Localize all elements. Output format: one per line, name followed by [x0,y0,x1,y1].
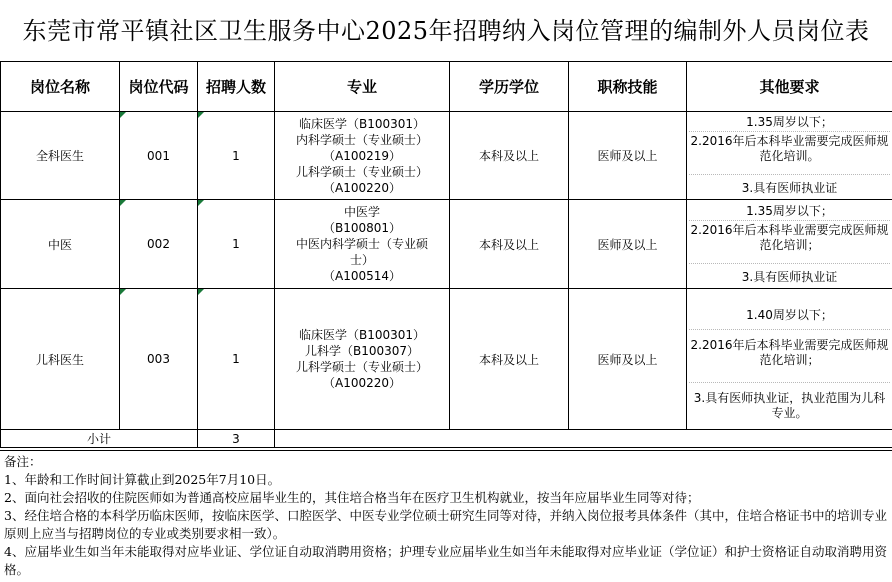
cell-code: 003 [120,289,198,430]
cell-requirements [687,112,892,200]
subtotal-row [1,430,892,448]
header-other: 其他要求 [687,62,892,112]
cell-code: 002 [120,200,198,289]
requirement-item: 2.2016年后本科毕业需要完成医师规范化培训； [689,330,890,383]
major-line: 中医学 [343,205,380,219]
cell-count: 1 [198,112,275,200]
table-row [1,112,892,200]
major-line: （A100219） [322,148,402,163]
cell-count: 1 [198,289,275,430]
page-title: 东莞市常平镇社区卫生服务中心2025年招聘纳入岗位管理的编制外人员岗位表 [0,0,892,62]
major-line: 儿科学硕士（专业硕士） [295,164,428,179]
major-line: 临床医学（B100301） [298,328,426,342]
header-name: 岗位名称 [1,62,120,112]
major-line: （A100514） [322,269,402,283]
requirement-item: 2.2016年后本科毕业需要完成医师规范化培训； [689,221,890,264]
header-count: 招聘人数 [198,62,275,112]
cell-requirements [687,200,892,289]
requirement-item: 3.具有医师执业证 [741,269,838,284]
table-row [1,200,892,289]
header-title: 职称技能 [569,62,687,112]
requirement-item: 2.2016年后本科毕业需要完成医师规范化培训。 [689,132,890,175]
requirement-item: 3.具有医师执业证 [741,181,838,195]
cell-title: 医师及以上 [569,112,687,200]
major-line: 内科学硕士（专业硕士） [295,132,428,147]
notes-heading: 备注： [4,454,42,469]
subtotal-label: 小计 [1,430,198,448]
requirement-item: 1.35周岁以下； [689,204,890,221]
requirement-item: 1.35周岁以下； [689,115,890,132]
header-degree: 学历学位 [450,62,569,112]
positions-table [0,61,892,448]
major-line: 临床医学（B100301） [298,116,426,131]
note-item: 1、年龄和工作时间计算截止到2025年7月10日。 [4,472,281,487]
major-line: （A100220） [322,376,402,390]
cell-code: 001 [120,112,198,200]
major-line: 儿科学硕士（专业硕士） [295,360,428,374]
cell-requirements [687,289,892,430]
requirement-item: 1.40周岁以下； [689,298,890,330]
requirement-item: 3.具有医师执业证，执业范围为儿科专业。 [693,390,886,420]
note-item: 2、面向社会招收的住院医师如为普通高校应届毕业生的，其住培合格当年在医疗卫生机构就业，按当年应届毕业生同等对待； [4,490,700,505]
cell-major [275,289,450,430]
note-item: 4、应届毕业生如当年未能取得对应毕业证、学位证自动取消聘用资格；护理专业应届毕业生如当年未能取得对应毕业证（学位证）和护士资格证自动取消聘用资格。 [4,544,887,577]
major-line: （B100801） [322,221,402,235]
cell-title: 医师及以上 [569,289,687,430]
subtotal-empty [275,430,892,448]
header-code: 岗位代码 [120,62,198,112]
cell-degree: 本科及以上 [450,289,569,430]
note-item: 3、经住培合格的本科学历临床医师，按临床医学、口腔医学、中医专业学位硕士研究生同等对待，并纳入岗位报考具体条件（其中，住培合格证书中的培训专业原则上应当与招聘岗位的专业或类别要求相一致）。 [4,508,887,541]
cell-name: 中医 [1,200,120,289]
cell-degree: 本科及以上 [450,112,569,200]
cell-name: 儿科医生 [1,289,120,430]
table-row [1,289,892,430]
cell-count: 1 [198,200,275,289]
major-line: （A100220） [322,180,402,195]
notes-section [0,450,892,582]
cell-title: 医师及以上 [569,200,687,289]
header-row [1,62,892,112]
cell-name: 全科医生 [1,112,120,200]
major-line: 儿科学（B100307） [304,344,420,358]
cell-major [275,112,450,200]
cell-major [275,200,450,289]
header-major: 专业 [275,62,450,112]
cell-degree: 本科及以上 [450,200,569,289]
major-line: 士） [349,253,374,267]
subtotal-value: 3 [198,430,275,448]
major-line: 中医内科学硕士（专业硕 [295,237,428,251]
